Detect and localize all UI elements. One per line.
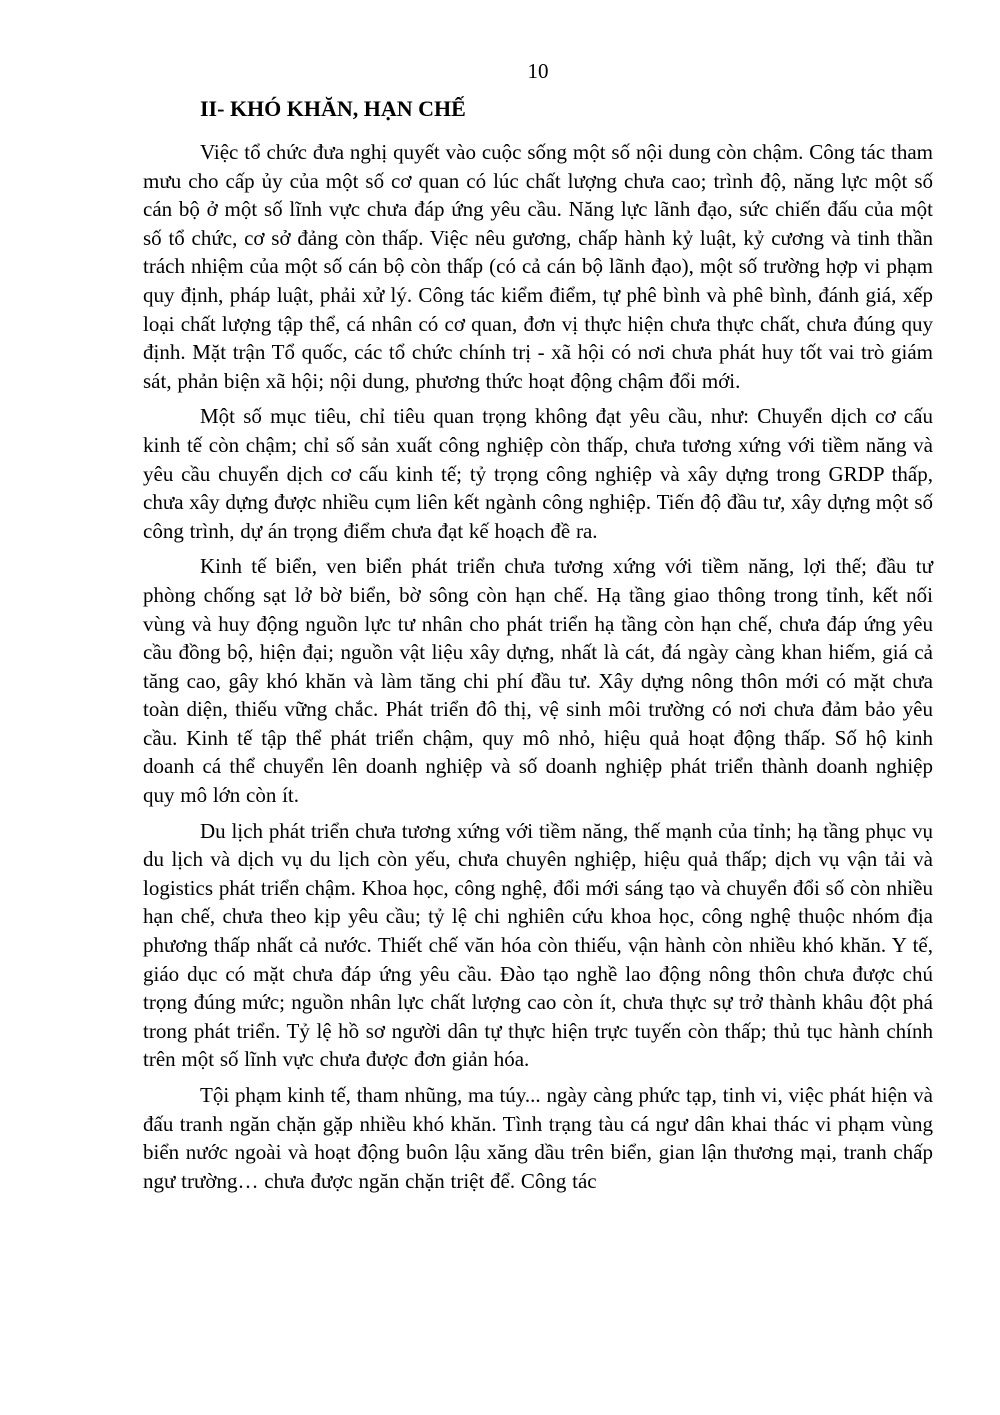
paragraph-4: Du lịch phát triển chưa tương xứng với tiềm năng, thế mạnh của tỉnh; hạ tầng phục vụ du lịch và dịch vụ du lịch còn yếu, chưa chuyên nghiệp, hiệu quả thấp; dịch vụ vận tải và logistics phát triển chậm. Khoa học, công nghệ, đổi mới sáng tạo và chuyển đổi số còn nhiều hạn chế, chưa theo kịp yêu cầu; tỷ lệ chi nghiên cứu khoa học, công nghệ thuộc nhóm địa phương thấp nhất cả nước. Thiết chế văn hóa còn thiếu, vận hành còn nhiều khó khăn. Y tế, giáo dục có mặt chưa đáp ứng yêu cầu. Đào tạo nghề lao động nông thôn chưa được chú trọng đúng mức; nguồn nhân lực chất lượng cao còn ít, chưa thực sự trở thành khâu đột phá trong phát triển. Tỷ lệ hồ sơ người dân tự thực hiện trực tuyến còn thấp; thủ tục hành chính trên một số lĩnh vực chưa được đơn giản hóa. [143,818,933,1072]
paragraph-3: Kinh tế biển, ven biển phát triển chưa tương xứng với tiềm năng, lợi thế; đầu tư phòng chống sạt lở bờ biển, bờ sông còn hạn chế. Hạ tầng giao thông trong tỉnh, kết nối vùng và huy động nguồn lực tư nhân cho phát triển hạ tầng còn hạn chế, chưa đáp ứng yêu cầu đồng bộ, hiện đại; nguồn vật liệu xây dựng, nhất là cát, đá ngày càng khan hiếm, giá cả tăng cao, gây khó khăn và làm tăng chi phí đầu tư. Xây dựng nông thôn mới có mặt chưa toàn diện, thiếu vững chắc. Phát triển đô thị, vệ sinh môi trường có nơi chưa đảm bảo yêu cầu. Kinh tế tập thể phát triển chậm, quy mô nhỏ, hiệu quả hoạt động thấp. Số hộ kinh doanh cá thể chuyển lên doanh nghiệp và số doanh nghiệp phát triển thành doanh nghiệp quy mô lớn còn ít. [143,554,933,808]
paragraph-1: Việc tổ chức đưa nghị quyết vào cuộc sống một số nội dung còn chậm. Công tác tham mưu cho cấp ủy của một số cơ quan có lúc chất lượng chưa cao; trình độ, năng lực một số cán bộ ở một số lĩnh vực chưa đáp ứng yêu cầu. Năng lực lãnh đạo, sức chiến đấu của một số tổ chức, cơ sở đảng còn thấp. Việc nêu gương, chấp hành kỷ luật, kỷ cương và tinh thần trách nhiệm của một số cán bộ còn thấp (có cả cán bộ lãnh đạo), một số trường hợp vi phạm quy định, pháp luật, phải xử lý. Công tác kiểm điểm, tự phê bình và phê bình, đánh giá, xếp loại chất lượng tập thể, cá nhân có cơ quan, đơn vị thực hiện chưa thực chất, chưa đúng quy định. Mặt trận Tổ quốc, các tổ chức chính trị - xã hội có nơi chưa phát huy tốt vai trò giám sát, phản biện xã hội; nội dung, phương thức hoạt động chậm đổi mới. [143,140,933,393]
paragraph-2: Một số mục tiêu, chỉ tiêu quan trọng không đạt yêu cầu, như: Chuyển dịch cơ cấu kinh tế còn chậm; chỉ số sản xuất công nghiệp còn thấp, chưa tương xứng với tiềm năng và yêu cầu chuyển dịch cơ cấu kinh tế; tỷ trọng công nghiệp và xây dựng trong GRDP thấp, chưa xây dựng được nhiều cụm liên kết ngành công nghiệp. Tiến độ đầu tư, xây dựng một số công trình, dự án trọng điểm chưa đạt kế hoạch đề ra. [143,404,933,543]
section-heading: II- KHÓ KHĂN, HẠN CHẾ [200,96,466,121]
page-number: 10 [527,59,549,83]
paragraph-5: Tội phạm kinh tế, tham nhũng, ma túy... ngày càng phức tạp, tinh vi, việc phát hiện và đấu tranh ngăn chặn gặp nhiều khó khăn. Tình trạng tàu cá ngư dân khai thác vi phạm vùng biển nước ngoài và hoạt động buôn lậu xăng dầu trên biển, gian lận thương mại, tranh chấp ngư trường… chưa được ngăn chặn triệt để. Công tác [143,1083,933,1193]
